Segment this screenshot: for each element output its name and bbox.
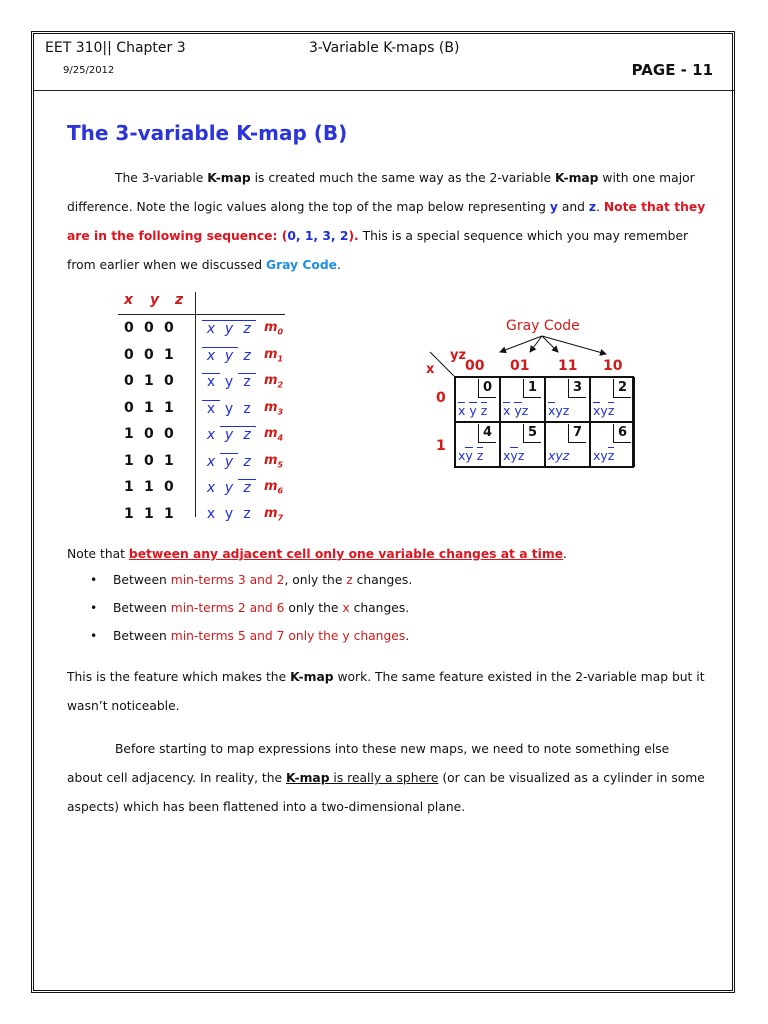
kmap-col-10: 10: [603, 358, 623, 374]
literal: y: [220, 453, 238, 470]
literal: y: [224, 480, 234, 496]
literal: x: [206, 505, 216, 522]
cell-index: 4: [478, 424, 496, 443]
input-bit: 1: [164, 452, 174, 469]
cell-index: 5: [523, 424, 541, 443]
literal: x: [202, 373, 220, 390]
cell-index: 1: [523, 379, 541, 398]
kmap-col-01: 01: [510, 358, 530, 374]
row-inputs: [124, 506, 184, 522]
input-bit: 0: [164, 373, 174, 389]
input-bit: 1: [164, 346, 174, 363]
minterm-label: $m_2$: [264, 373, 284, 390]
kmap-cell: [455, 377, 500, 422]
cell-term: xyz: [593, 448, 615, 463]
kmap-cell: [545, 422, 590, 467]
input-bit: 1: [144, 373, 154, 389]
bullet-item: • Between min-terms 3 and 2, only the z changes.: [90, 573, 413, 587]
input-bit: 1: [164, 399, 174, 416]
literal: y: [220, 426, 238, 443]
truth-table-row: [118, 400, 298, 426]
truth-table-row: [118, 320, 298, 346]
header-course: EET 310|| Chapter 3: [45, 40, 186, 56]
minterm-label: $m_4$: [264, 426, 284, 443]
truth-table-header-z: z: [175, 292, 184, 308]
minterm-label: $m_0$: [264, 320, 284, 337]
minterm-label: $m_1$: [264, 346, 284, 364]
minterm-expression: [202, 320, 256, 337]
input-bit: 1: [124, 505, 134, 522]
literal: y: [224, 400, 234, 417]
literal: z: [243, 400, 251, 417]
input-bit: 1: [144, 479, 154, 495]
kmap-cell: [590, 377, 635, 422]
kmap-cell: [545, 377, 590, 422]
minterm-expression: [202, 347, 256, 364]
cell-term: xyz: [593, 403, 615, 418]
cell-index: 7: [568, 424, 586, 443]
input-bit: 0: [144, 320, 154, 336]
input-bit: 0: [164, 426, 174, 442]
minterm-label: $m_7$: [264, 505, 284, 523]
input-bit: 0: [124, 346, 134, 363]
truth-table-row: [118, 453, 298, 479]
literal: x: [206, 480, 216, 496]
sphere-paragraph: Before starting to map expressions into these new maps, we need to note something else about cell adjacency. In reality, the K-map is really a sphere (or can be visualized as a cylinder in some aspects) which has been flattened into a two-dimensional plane.: [67, 742, 705, 814]
bullet-item: • Between min-terms 2 and 6 only the x changes.: [90, 601, 410, 615]
kmap-col-11: 11: [558, 358, 578, 374]
header-topic: 3-Variable K-maps (B): [309, 40, 460, 56]
input-bit: 0: [144, 452, 154, 469]
literal: y: [220, 320, 238, 337]
literal: y: [224, 505, 234, 522]
input-bit: 0: [144, 426, 154, 442]
cell-term: xyz: [503, 448, 525, 463]
minterm-expression: [202, 479, 256, 496]
minterm-label: $m_5$: [264, 452, 284, 470]
input-bit: 1: [124, 479, 134, 495]
cell-term: xyz: [548, 448, 570, 463]
kmap-row-1: 1: [436, 438, 446, 454]
kmap-cell: [500, 377, 545, 422]
kmap-yz-label: yz: [450, 348, 467, 363]
literal: z: [238, 320, 256, 337]
literal: z: [238, 479, 256, 496]
minterm-label: $m_6$: [264, 479, 284, 496]
literal: z: [243, 453, 251, 470]
literal: x: [202, 320, 220, 337]
input-bit: 1: [144, 399, 154, 416]
adjacency-note: Note that between any adjacent cell only one variable changes at a time.: [67, 547, 567, 561]
minterm-label: $m_3$: [264, 399, 284, 417]
truth-table-header-rule: [118, 314, 285, 315]
cell-term: x y z: [458, 403, 488, 418]
page-number: PAGE - 11: [631, 61, 713, 79]
literal: y: [220, 347, 238, 364]
gray-code-label: Gray Code: [506, 318, 580, 334]
cell-index: 3: [568, 379, 586, 398]
header-date: 9/25/2012: [63, 65, 115, 76]
kmap-grid: [454, 376, 634, 468]
cell-term: xyz: [548, 403, 570, 418]
header-divider: [34, 90, 734, 91]
input-bit: 0: [124, 320, 134, 336]
bullet-item: • Between min-terms 5 and 7 only the y changes.: [90, 629, 410, 643]
input-bit: 0: [144, 346, 154, 363]
input-bit: 0: [124, 399, 134, 416]
row-inputs: [124, 347, 184, 363]
cell-term: x yz: [503, 403, 529, 418]
cell-index: 6: [613, 424, 631, 443]
input-bit: 1: [164, 505, 174, 522]
intro-paragraph: The 3-variable K-map is created much the same way as the 2-variable K-map with one major difference. Note the logic values along the top of the map below representing y and z. Note that they are in the following sequence: (0, 1, 3, 2). This is a special sequence which you may remember from earlier when we discussed Gray Code.: [67, 171, 706, 272]
truth-table-row: [118, 347, 298, 373]
literal: x: [202, 347, 220, 364]
kmap-cell: [455, 422, 500, 467]
literal: x: [202, 400, 220, 417]
cell-index: 2: [613, 379, 631, 398]
input-bit: 1: [124, 426, 134, 442]
minterm-expression: [202, 373, 256, 390]
input-bit: 0: [124, 373, 134, 389]
kmap-row-0: 0: [436, 390, 446, 406]
truth-table-row: [118, 373, 298, 399]
page-title: The 3-variable K-map (B): [67, 121, 348, 145]
literal: x: [206, 427, 216, 443]
minterm-expression: [202, 426, 256, 443]
minterm-expression: [202, 506, 256, 522]
truth-table-header-x: x: [124, 292, 134, 308]
row-inputs: [124, 400, 184, 416]
literal: y: [224, 374, 234, 390]
input-bit: 1: [144, 505, 154, 522]
feature-paragraph: This is the feature which makes the K-map work. The same feature existed in the 2-variable map but it wasn’t noticeable.: [67, 670, 705, 713]
literal: z: [243, 505, 251, 522]
truth-table-header-y: y: [150, 292, 160, 308]
input-bit: 0: [164, 479, 174, 495]
row-inputs: [124, 320, 184, 336]
truth-table-row: [118, 426, 298, 452]
minterm-expression: [202, 453, 256, 470]
cell-index: 0: [478, 379, 496, 398]
row-inputs: [124, 426, 184, 442]
row-inputs: [124, 479, 184, 495]
kmap-x-label: x: [426, 362, 435, 377]
row-inputs: [124, 453, 184, 469]
kmap-cell: [500, 422, 545, 467]
literal: x: [206, 453, 216, 470]
minterm-expression: [202, 400, 256, 417]
literal: z: [238, 426, 256, 443]
adjacency-bullets: [90, 566, 412, 650]
input-bit: 0: [164, 320, 174, 336]
truth-table-row: [118, 479, 298, 505]
row-inputs: [124, 373, 184, 389]
kmap-col-00: 00: [465, 358, 485, 374]
input-bit: 1: [124, 452, 134, 469]
truth-table-row: [118, 506, 298, 532]
literal: z: [238, 373, 256, 390]
kmap-cell: [590, 422, 635, 467]
literal: z: [243, 347, 251, 364]
kmap-diagram: [410, 312, 650, 492]
cell-term: xy z: [458, 448, 484, 463]
